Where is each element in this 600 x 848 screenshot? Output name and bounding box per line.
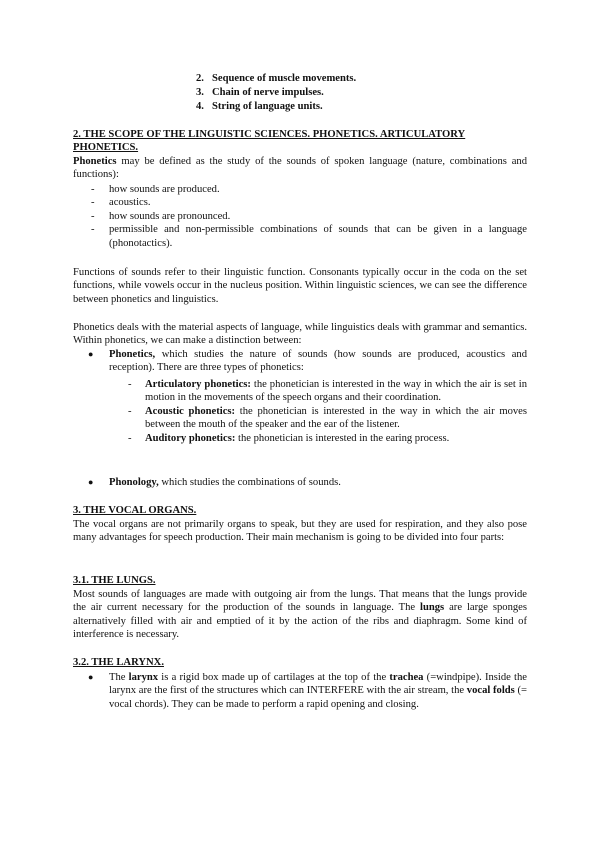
lungs-paragraph: Most sounds of languages are made with outgoing air from the lungs. That means that the lungs provide the air current necessary for the production of the sounds in language. The lungs are large sponges alternatively filled with air and emptied of it by the action of the ribs and diaphragm. Some kind of interference is necessary. <box>73 589 527 641</box>
list-item: ● Phonetics, which studies the nature of sounds (how sounds are produced, acoustics and reception). There are three types of phonetics: <box>88 349 527 374</box>
list-item: - how sounds are produced. <box>91 184 220 195</box>
list-item: 4. String of language units. <box>196 101 323 112</box>
list-item: - how sounds are pronounced. <box>91 210 231 222</box>
list-item: - Articulatory phonetics: the phonetician is interested in the way in which the air is set in motion in the movements of the speech organs and their coordination. <box>128 379 527 404</box>
section-heading-lungs: 3.1. THE LUNGS. <box>73 575 156 586</box>
functions-paragraph: Functions of sounds refer to their linguistic function. Consonants typically occur in the coda on the set functions, while vowels occur in the nucleus position. Within linguistic sciences, we can see the difference between phonetics and linguistics. <box>73 267 527 305</box>
larynx-bullet-list <box>73 671 527 711</box>
list-item: - permissible and non-permissible combinations of sounds that can be given in a language (phonotactics). <box>91 224 527 249</box>
numbered-list <box>196 72 356 114</box>
section-heading-phonetics: 2. THE SCOPE OF THE LINGUISTIC SCIENCES. PHONETICS. ARTICULATORY PHONETICS. <box>73 129 466 154</box>
list-item: ● The larynx is a rigid box made up of cartilages at the top of the trachea (=windpipe). Inside the larynx are the first of the structures which can INTERFERE with the air stream, the vocal folds (= vocal chords). They can be made to perform a rapid opening and closing. <box>88 672 528 710</box>
section-heading-vocal-organs: 3. THE VOCAL ORGANS. <box>73 505 197 516</box>
phonetics-types-list <box>73 378 527 445</box>
section-heading-larynx: 3.2. THE LARYNX. <box>73 657 164 668</box>
phonology-bullet-list <box>73 476 527 489</box>
list-item: - Auditory phonetics: the phonetician is interested in the earing process. <box>128 432 450 444</box>
phonetics-aspects-list <box>73 183 527 250</box>
phonetics-vs-linguistics-paragraph: Phonetics deals with the material aspects of language, while linguistics deals with grammar and semantics. Within phonetics, we can make a distinction between: <box>73 322 527 347</box>
vocal-organs-paragraph: The vocal organs are not primarily organs to speak, but they are used for respiration, and they also pose many advantages for speech production. Their main mechanism is going to be divided into four parts: <box>73 519 527 544</box>
list-item: ● Phonology, which studies the combinations of sounds. <box>88 477 341 488</box>
list-item: - Acoustic phonetics: the phonetician is interested in the way in which the air moves between the mouth of the speaker and the ear of the listener. <box>128 405 528 431</box>
list-item: - acoustics. <box>91 197 151 209</box>
list-item: 2. Sequence of muscle movements. <box>196 73 357 84</box>
phonetics-definition: Phonetics may be defined as the study of the sounds of spoken language (nature, combinations and functions): <box>73 156 527 181</box>
phonetics-bullet-list <box>73 348 527 375</box>
list-item: 3. Chain of nerve impulses. <box>196 87 324 98</box>
